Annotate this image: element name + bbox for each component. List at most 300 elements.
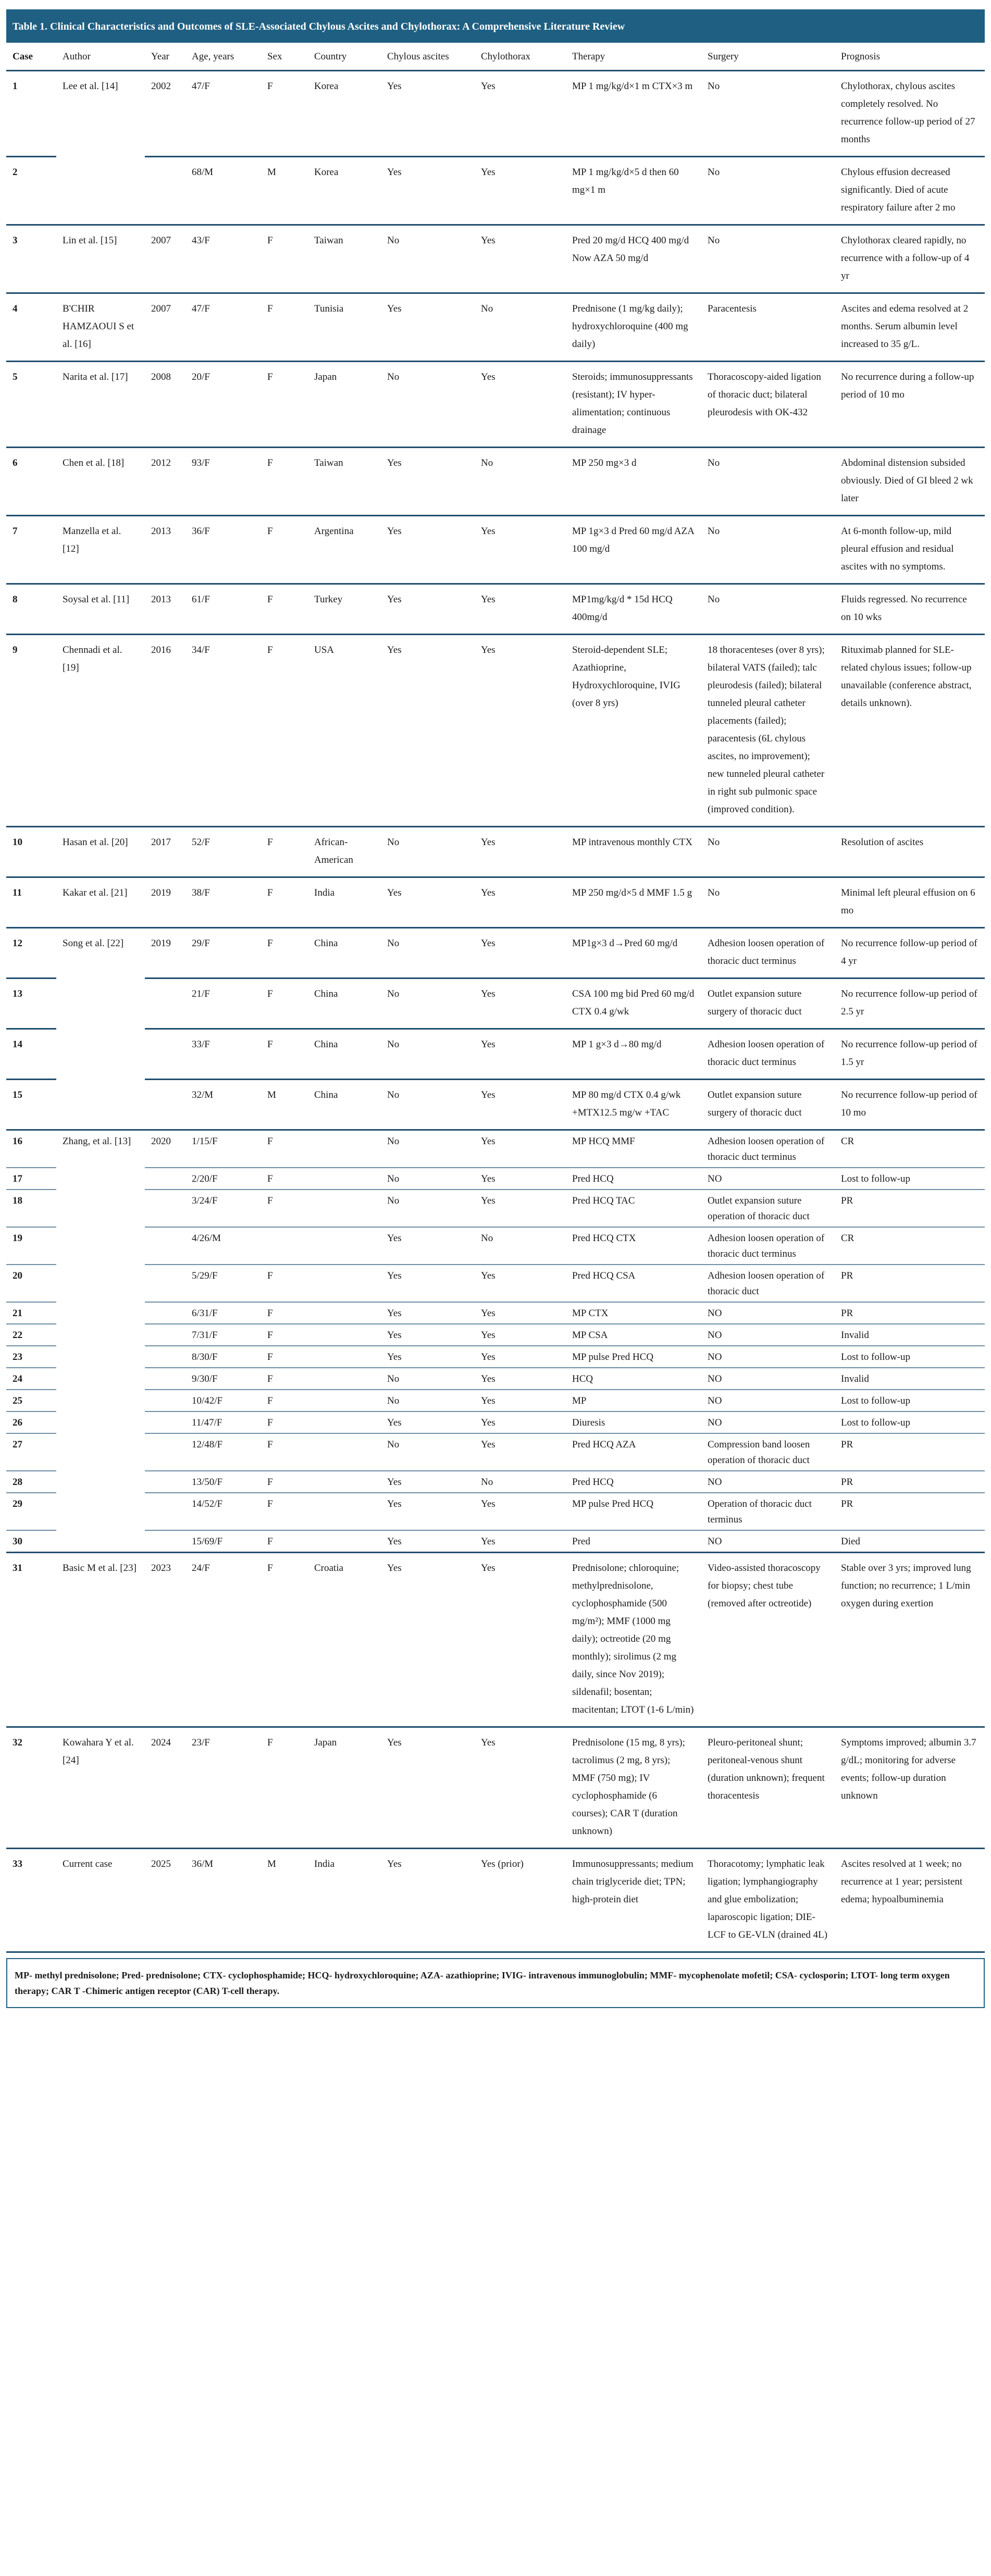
- country-cell: [308, 1227, 381, 1265]
- country-cell: Taiwan: [308, 225, 381, 293]
- case-cell: 3: [6, 225, 56, 293]
- chylothorax-cell: Yes: [475, 979, 566, 1029]
- author-cell: [56, 1433, 145, 1471]
- therapy-cell: Prednisone (1 mg/kg daily); hydroxychloroquine (400 mg daily): [566, 293, 701, 362]
- year-cell: 2017: [145, 827, 185, 877]
- year-cell: [145, 157, 185, 225]
- surgery-cell: Adhesion loosen operation of thoracic duct terminus: [701, 1130, 835, 1168]
- age-cell: 61/F: [185, 584, 261, 635]
- age-cell: 23/F: [185, 1727, 261, 1849]
- author-cell: [56, 1080, 145, 1130]
- case-cell: 29: [6, 1493, 56, 1530]
- chylous-ascites-cell: Yes: [381, 1849, 475, 1952]
- header-row: [6, 43, 985, 71]
- author-cell: [56, 1168, 145, 1190]
- sex-cell: F: [261, 1324, 308, 1346]
- sex-cell: F: [261, 293, 308, 362]
- chylothorax-cell: Yes (prior): [475, 1849, 566, 1952]
- table-row: [6, 1368, 985, 1390]
- prognosis-cell: No recurrence follow-up period of 4 yr: [835, 928, 985, 979]
- age-cell: 24/F: [185, 1553, 261, 1727]
- author-cell: [56, 157, 145, 225]
- country-cell: Japan: [308, 1727, 381, 1849]
- therapy-cell: MP: [566, 1390, 701, 1411]
- table-row: [6, 1530, 985, 1553]
- author-cell: B'CHIR HAMZAOUI S et al. [16]: [56, 293, 145, 362]
- chylothorax-cell: Yes: [475, 1302, 566, 1324]
- surgery-cell: NO: [701, 1471, 835, 1493]
- age-cell: 36/F: [185, 516, 261, 584]
- prognosis-cell: At 6-month follow-up, mild pleural effusion and residual ascites with no symptoms.: [835, 516, 985, 584]
- author-cell: [56, 1493, 145, 1530]
- author-cell: Zhang, et al. [13]: [63, 1136, 131, 1147]
- case-cell: 14: [6, 1029, 56, 1080]
- author-cell: Hasan et al. [20]: [56, 827, 145, 877]
- table-row: [6, 1190, 985, 1227]
- chylous-ascites-cell: No: [381, 1433, 475, 1471]
- surgery-cell: No: [701, 157, 835, 225]
- table-row: [6, 1390, 985, 1411]
- country-cell: [308, 1471, 381, 1493]
- therapy-cell: Pred 20 mg/d HCQ 400 mg/d Now AZA 50 mg/d: [566, 225, 701, 293]
- prognosis-cell: Ascites and edema resolved at 2 months. Serum albumin level increased to 35 g/L.: [835, 293, 985, 362]
- age-cell: 21/F: [185, 979, 261, 1029]
- country-cell: India: [308, 877, 381, 928]
- sex-cell: F: [261, 1530, 308, 1553]
- sex-cell: F: [261, 827, 308, 877]
- prognosis-cell: Minimal left pleural effusion on 6 mo: [835, 877, 985, 928]
- table-row: [6, 1493, 985, 1530]
- prognosis-cell: Fluids regressed. No recurrence on 10 wks: [835, 584, 985, 635]
- case-cell: 26: [6, 1411, 56, 1433]
- chylothorax-cell: Yes: [475, 1265, 566, 1302]
- sex-cell: F: [261, 71, 308, 157]
- chylous-ascites-cell: No: [381, 979, 475, 1029]
- table-row: [6, 1227, 985, 1265]
- sex-cell: F: [261, 928, 308, 979]
- age-cell: 12/48/F: [185, 1433, 261, 1471]
- prognosis-cell: No recurrence follow-up period of 1.5 yr: [835, 1029, 985, 1080]
- chylothorax-cell: Yes: [475, 1368, 566, 1390]
- surgery-cell: Adhesion loosen operation of thoracic duct: [701, 1265, 835, 1302]
- prognosis-cell: Lost to follow-up: [835, 1411, 985, 1433]
- surgery-cell: NO: [701, 1302, 835, 1324]
- surgery-cell: NO: [701, 1390, 835, 1411]
- prognosis-cell: Chylothorax, chylous ascites completely resolved. No recurrence follow-up period of 27 months: [835, 71, 985, 157]
- therapy-cell: Diuresis: [566, 1411, 701, 1433]
- sex-cell: F: [261, 1168, 308, 1190]
- age-cell: 14/52/F: [185, 1493, 261, 1530]
- chylous-ascites-cell: No: [381, 1190, 475, 1227]
- surgery-cell: No: [701, 516, 835, 584]
- prognosis-cell: Rituximab planned for SLE-related chylous issues; follow-up unavailable (conference abstract, details unknown).: [835, 635, 985, 827]
- prognosis-cell: PR: [835, 1302, 985, 1324]
- country-cell: Argentina: [308, 516, 381, 584]
- surgery-cell: Adhesion loosen operation of thoracic duct terminus: [701, 1227, 835, 1265]
- column-header-age: Age, years: [185, 43, 261, 71]
- age-cell: 6/31/F: [185, 1302, 261, 1324]
- author-cell: Song et al. [22]: [63, 938, 124, 949]
- therapy-cell: CSA 100 mg bid Pred 60 mg/d CTX 0.4 g/wk: [566, 979, 701, 1029]
- sex-cell: F: [261, 516, 308, 584]
- surgery-cell: No: [701, 71, 835, 157]
- sex-cell: M: [261, 157, 308, 225]
- sex-cell: F: [261, 979, 308, 1029]
- table-title: Table 1. Clinical Characteristics and Outcomes of SLE-Associated Chylous Ascites and Chylothorax: A Comprehensive Literature Review: [6, 9, 985, 43]
- author-cell: [56, 979, 145, 1029]
- age-cell: 15/69/F: [185, 1530, 261, 1553]
- case-cell: 21: [6, 1302, 56, 1324]
- country-cell: Taiwan: [308, 448, 381, 516]
- author-cell: Current case: [56, 1849, 145, 1952]
- prognosis-cell: PR: [835, 1433, 985, 1471]
- therapy-cell: Steroid-dependent SLE; Azathioprine, Hydroxychloroquine, IVIG (over 8 yrs): [566, 635, 701, 827]
- country-cell: Korea: [308, 157, 381, 225]
- surgery-cell: Outlet expansion suture operation of thoracic duct: [701, 1190, 835, 1227]
- case-cell: 4: [6, 293, 56, 362]
- chylous-ascites-cell: No: [381, 1029, 475, 1080]
- author-cell: Lin et al. [15]: [56, 225, 145, 293]
- country-cell: [308, 1346, 381, 1368]
- sex-cell: F: [261, 584, 308, 635]
- chylothorax-cell: Yes: [475, 584, 566, 635]
- country-cell: China: [308, 1080, 381, 1130]
- age-cell: 3/24/F: [185, 1190, 261, 1227]
- country-cell: China: [308, 928, 381, 979]
- prognosis-cell: PR: [835, 1471, 985, 1493]
- chylous-ascites-cell: Yes: [381, 1302, 475, 1324]
- sex-cell: F: [261, 1411, 308, 1433]
- year-cell: [145, 1433, 185, 1471]
- chylothorax-cell: Yes: [475, 877, 566, 928]
- author-cell: Soysal et al. [11]: [56, 584, 145, 635]
- case-cell: 20: [6, 1265, 56, 1302]
- author-cell: [56, 1227, 145, 1265]
- table-row: [6, 1080, 985, 1130]
- table-row: [6, 1130, 985, 1168]
- year-cell: 2012: [145, 448, 185, 516]
- surgery-cell: Operation of thoracic duct terminus: [701, 1493, 835, 1530]
- sex-cell: F: [261, 225, 308, 293]
- table-row: [6, 1553, 985, 1727]
- table-row: [6, 635, 985, 827]
- therapy-cell: Pred HCQ AZA: [566, 1433, 701, 1471]
- year-cell: 2002: [145, 71, 185, 157]
- chylous-ascites-cell: No: [381, 928, 475, 979]
- age-cell: 38/F: [185, 877, 261, 928]
- table-row: [6, 1324, 985, 1346]
- year-cell: 2007: [145, 225, 185, 293]
- age-cell: 34/F: [185, 635, 261, 827]
- table-row: [6, 516, 985, 584]
- country-cell: [308, 1411, 381, 1433]
- age-cell: 11/47/F: [185, 1411, 261, 1433]
- therapy-cell: MP1mg/kg/d * 15d HCQ 400mg/d: [566, 584, 701, 635]
- chylothorax-cell: No: [475, 293, 566, 362]
- author-cell: Chen et al. [18]: [56, 448, 145, 516]
- chylothorax-cell: Yes: [475, 1324, 566, 1346]
- chylothorax-cell: No: [475, 1471, 566, 1493]
- therapy-cell: MP1g×3 d→Pred 60 mg/d: [566, 928, 701, 979]
- case-cell: 2: [6, 157, 56, 225]
- chylothorax-cell: Yes: [475, 928, 566, 979]
- sex-cell: F: [261, 1130, 308, 1168]
- year-cell: 2007: [145, 293, 185, 362]
- chylothorax-cell: Yes: [475, 1727, 566, 1849]
- age-cell: 9/30/F: [185, 1368, 261, 1390]
- case-cell: 19: [6, 1227, 56, 1265]
- chylothorax-cell: Yes: [475, 1553, 566, 1727]
- sex-cell: F: [261, 1727, 308, 1849]
- sex-cell: F: [261, 1433, 308, 1471]
- case-cell: 31: [6, 1553, 56, 1727]
- year-cell: [145, 1411, 185, 1433]
- year-cell: 2008: [145, 362, 185, 448]
- chylous-ascites-cell: Yes: [381, 1553, 475, 1727]
- country-cell: India: [308, 1849, 381, 1952]
- surgery-cell: Adhesion loosen operation of thoracic duct terminus: [701, 928, 835, 979]
- surgery-cell: No: [701, 225, 835, 293]
- age-cell: 2/20/F: [185, 1168, 261, 1190]
- therapy-cell: Pred HCQ CTX: [566, 1227, 701, 1265]
- chylous-ascites-cell: Yes: [381, 1727, 475, 1849]
- column-header-year: Year: [145, 43, 185, 71]
- year-cell: [145, 1168, 185, 1190]
- year-cell: [145, 1265, 185, 1302]
- country-cell: [308, 1390, 381, 1411]
- year-cell: 2025: [145, 1849, 185, 1952]
- case-cell: 5: [6, 362, 56, 448]
- surgery-cell: No: [701, 877, 835, 928]
- prognosis-cell: Symptoms improved; albumin 3.7 g/dL; monitoring for adverse events; follow-up duration unknown: [835, 1727, 985, 1849]
- author-cell: Basic M et al. [23]: [56, 1553, 145, 1727]
- sex-cell: F: [261, 1265, 308, 1302]
- country-cell: Croatia: [308, 1553, 381, 1727]
- chylothorax-cell: Yes: [475, 635, 566, 827]
- age-cell: 4/26/M: [185, 1227, 261, 1265]
- therapy-cell: MP 80 mg/d CTX 0.4 g/wk +MTX12.5 mg/w +TAC: [566, 1080, 701, 1130]
- prognosis-cell: Lost to follow-up: [835, 1390, 985, 1411]
- prognosis-cell: Invalid: [835, 1324, 985, 1346]
- author-cell: [56, 1390, 145, 1411]
- chylothorax-cell: Yes: [475, 71, 566, 157]
- year-cell: [145, 1471, 185, 1493]
- therapy-cell: Prednisolone; chloroquine; methylprednisolone, cyclophosphamide (500 mg/m²); MMF (1000 mg daily); octreotide (20 mg monthly); sirolimus (2 mg daily, since Nov 2019); sildenafil; bosentan; macitentan; LTOT (1-6 L/min): [566, 1553, 701, 1727]
- case-cell: 25: [6, 1390, 56, 1411]
- table-row: [6, 979, 985, 1029]
- table-row: [6, 225, 985, 293]
- year-cell: 2019: [145, 928, 185, 979]
- year-cell: 2023: [145, 1553, 185, 1727]
- author-cell: Lee et al. [14]: [63, 81, 118, 92]
- prognosis-cell: Invalid: [835, 1368, 985, 1390]
- table-row: [6, 1346, 985, 1368]
- age-cell: 36/M: [185, 1849, 261, 1952]
- country-cell: [308, 1265, 381, 1302]
- sex-cell: M: [261, 1849, 308, 1952]
- sex-cell: M: [261, 1080, 308, 1130]
- country-cell: [308, 1168, 381, 1190]
- country-cell: [308, 1190, 381, 1227]
- surgery-cell: Compression band loosen operation of thoracic duct: [701, 1433, 835, 1471]
- column-header-sex: Sex: [261, 43, 308, 71]
- case-cell: 9: [6, 635, 56, 827]
- column-header-therapy: Therapy: [566, 43, 701, 71]
- author-cell: [56, 1530, 145, 1553]
- author-cell: Kowahara Y et al. [24]: [56, 1727, 145, 1849]
- author-cell: [56, 1190, 145, 1227]
- table-body: [6, 71, 985, 1952]
- year-cell: 2024: [145, 1727, 185, 1849]
- column-header-author: Author: [56, 43, 145, 71]
- table-footnote: MP- methyl prednisolone; Pred- prednisolone; CTX- cyclophosphamide; HCQ- hydroxychloroquine; AZA- azathioprine; IVIG- intravenous immunoglobulin; MMF- mycophenolate mofetil; CSA- cyclosporin; LTOT- long term oxygen therapy; CAR T -Chimeric antigen receptor (CAR) T-cell therapy.: [6, 1958, 985, 2008]
- year-cell: 2013: [145, 584, 185, 635]
- surgery-cell: NO: [701, 1530, 835, 1553]
- case-cell: 32: [6, 1727, 56, 1849]
- case-cell: 10: [6, 827, 56, 877]
- country-cell: Tunisia: [308, 293, 381, 362]
- column-header-chylothorax: Chylothorax: [475, 43, 566, 71]
- therapy-cell: Pred HCQ: [566, 1168, 701, 1190]
- prognosis-cell: Abdominal distension subsided obviously. Died of GI bleed 2 wk later: [835, 448, 985, 516]
- surgery-cell: Outlet expansion suture surgery of thoracic duct: [701, 979, 835, 1029]
- therapy-cell: HCQ: [566, 1368, 701, 1390]
- surgery-cell: NO: [701, 1368, 835, 1390]
- table-row: [6, 293, 985, 362]
- sex-cell: [261, 1227, 308, 1265]
- author-cell: Narita et al. [17]: [56, 362, 145, 448]
- case-cell: 15: [6, 1080, 56, 1130]
- therapy-cell: Pred: [566, 1530, 701, 1553]
- age-cell: 10/42/F: [185, 1390, 261, 1411]
- surgery-cell: NO: [701, 1168, 835, 1190]
- chylothorax-cell: Yes: [475, 225, 566, 293]
- age-cell: 47/F: [185, 71, 261, 157]
- chylothorax-cell: No: [475, 1227, 566, 1265]
- sex-cell: F: [261, 362, 308, 448]
- table-row: [6, 1029, 985, 1080]
- therapy-cell: Pred HCQ TAC: [566, 1190, 701, 1227]
- chylous-ascites-cell: Yes: [381, 1227, 475, 1265]
- country-cell: [308, 1368, 381, 1390]
- case-cell: 6: [6, 448, 56, 516]
- sex-cell: F: [261, 1368, 308, 1390]
- age-cell: 13/50/F: [185, 1471, 261, 1493]
- year-cell: 2016: [145, 635, 185, 827]
- prognosis-cell: PR: [835, 1493, 985, 1530]
- year-cell: 2020: [145, 1130, 185, 1168]
- table-header: [6, 43, 985, 71]
- sex-cell: F: [261, 1390, 308, 1411]
- author-cell: [56, 1411, 145, 1433]
- chylothorax-cell: Yes: [475, 1130, 566, 1168]
- year-cell: [145, 1080, 185, 1130]
- surgery-cell: Outlet expansion suture surgery of thoracic duct: [701, 1080, 835, 1130]
- prognosis-cell: PR: [835, 1190, 985, 1227]
- chylous-ascites-cell: Yes: [381, 448, 475, 516]
- table-row: [6, 1411, 985, 1433]
- chylothorax-cell: Yes: [475, 1390, 566, 1411]
- prognosis-cell: Chylothorax cleared rapidly, no recurrence with a follow-up of 4 yr: [835, 225, 985, 293]
- chylous-ascites-cell: No: [381, 1368, 475, 1390]
- therapy-cell: MP 1 mg/kg/d×1 m CTX×3 m: [566, 71, 701, 157]
- therapy-cell: MP 250 mg×3 d: [566, 448, 701, 516]
- therapy-cell: Steroids; immunosuppressants (resistant); IV hyper-alimentation; continuous drainage: [566, 362, 701, 448]
- column-header-case: Case: [6, 43, 56, 71]
- chylous-ascites-cell: Yes: [381, 584, 475, 635]
- chylous-ascites-cell: No: [381, 1130, 475, 1168]
- therapy-cell: MP CTX: [566, 1302, 701, 1324]
- country-cell: [308, 1130, 381, 1168]
- case-cell: 8: [6, 584, 56, 635]
- case-cell: 33: [6, 1849, 56, 1952]
- sex-cell: F: [261, 1471, 308, 1493]
- age-cell: 93/F: [185, 448, 261, 516]
- country-cell: Japan: [308, 362, 381, 448]
- age-cell: 5/29/F: [185, 1265, 261, 1302]
- chylous-ascites-cell: Yes: [381, 71, 475, 157]
- table-row: [6, 928, 985, 979]
- column-header-chylous-ascites: Chylous ascites: [381, 43, 475, 71]
- year-cell: [145, 1390, 185, 1411]
- surgery-cell: NO: [701, 1324, 835, 1346]
- table-row: [6, 1168, 985, 1190]
- case-cell: 18: [6, 1190, 56, 1227]
- table-row: [6, 1265, 985, 1302]
- surgery-cell: 18 thoracenteses (over 8 yrs); bilateral VATS (failed); talc pleurodesis (failed); bilateral tunneled pleural catheter placements (failed); paracentesis (6L chylous ascites, no improvement); new tunneled pleural catheter in right sub pulmonic space (improved condition).: [701, 635, 835, 827]
- sex-cell: F: [261, 1493, 308, 1530]
- sex-cell: F: [261, 1346, 308, 1368]
- age-cell: 68/M: [185, 157, 261, 225]
- author-cell: [56, 1029, 145, 1080]
- chylous-ascites-cell: No: [381, 225, 475, 293]
- country-cell: [308, 1324, 381, 1346]
- age-cell: 43/F: [185, 225, 261, 293]
- chylothorax-cell: Yes: [475, 827, 566, 877]
- case-cell: 23: [6, 1346, 56, 1368]
- therapy-cell: MP intravenous monthly CTX: [566, 827, 701, 877]
- sex-cell: F: [261, 1029, 308, 1080]
- table-row: [6, 1727, 985, 1849]
- literature-review-table: [6, 43, 985, 1953]
- age-cell: 52/F: [185, 827, 261, 877]
- therapy-cell: MP 250 mg/d×5 d MMF 1.5 g: [566, 877, 701, 928]
- chylous-ascites-cell: No: [381, 1168, 475, 1190]
- prognosis-cell: No recurrence follow-up period of 10 mo: [835, 1080, 985, 1130]
- case-cell: 16: [6, 1130, 56, 1168]
- therapy-cell: MP 1 g×3 d→80 mg/d: [566, 1029, 701, 1080]
- table-row: [6, 71, 985, 157]
- prognosis-cell: Stable over 3 yrs; improved lung function; no recurrence; 1 L/min oxygen during exertion: [835, 1553, 985, 1727]
- therapy-cell: Immunosuppressants; medium chain triglyceride diet; TPN; high-protein diet: [566, 1849, 701, 1952]
- therapy-cell: MP HCQ MMF: [566, 1130, 701, 1168]
- case-cell: 27: [6, 1433, 56, 1471]
- surgery-cell: NO: [701, 1346, 835, 1368]
- chylous-ascites-cell: Yes: [381, 1265, 475, 1302]
- country-cell: African-American: [308, 827, 381, 877]
- table-row: [6, 877, 985, 928]
- case-cell: 12: [6, 928, 56, 979]
- age-cell: 33/F: [185, 1029, 261, 1080]
- table-row: [6, 448, 985, 516]
- year-cell: 2013: [145, 516, 185, 584]
- country-cell: [308, 1302, 381, 1324]
- case-cell: 17: [6, 1168, 56, 1190]
- country-cell: [308, 1433, 381, 1471]
- year-cell: [145, 1530, 185, 1553]
- author-cell: [56, 1368, 145, 1390]
- table-row: [6, 1471, 985, 1493]
